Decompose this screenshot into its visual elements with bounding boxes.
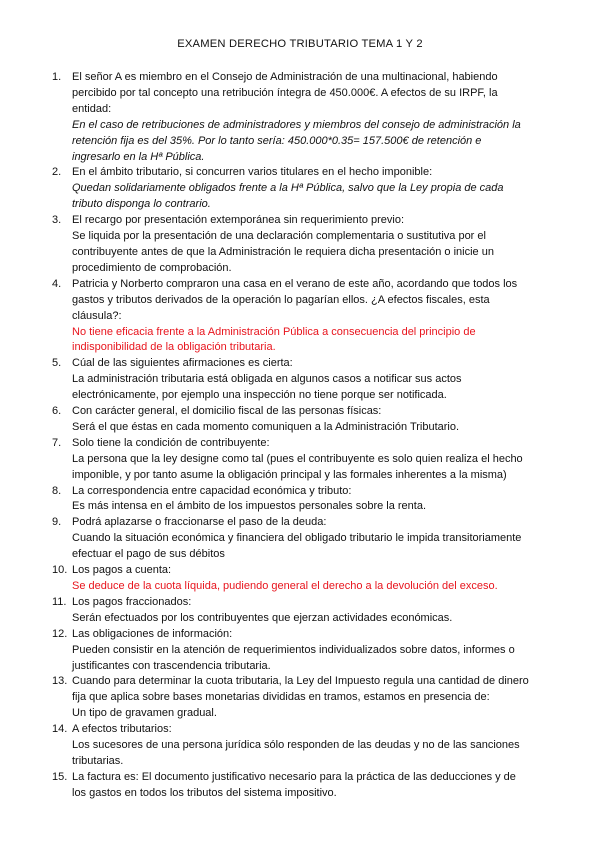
question-text: En el ámbito tributario, si concurren varios titulares en el hecho imponible: xyxy=(72,166,433,179)
question-item xyxy=(52,436,532,484)
question-item xyxy=(52,277,532,357)
question-number: 12. xyxy=(52,627,68,640)
answer-text: Pueden consistir en la atención de requerimientos individualizados sobre datos, informes o justificantes con trascendencia tributaria. xyxy=(72,643,515,672)
answer-text: Quedan solidariamente obligados frente a la Hª Pública, salvo que la Ley propia de cada tributo disponga lo contrario. xyxy=(72,182,504,211)
question-text: Las obligaciones de información: xyxy=(72,627,233,640)
question-text: La factura es: El documento justificativo necesario para la práctica de las deducciones y de los gastos en todos los tributos del sistema impositivo. xyxy=(72,770,516,799)
answer-text: No tiene eficacia frente a la Administración Pública a consecuencia del principio de indisponibilidad de la obligación tributaria. xyxy=(72,325,476,354)
answer-text: La persona que la ley designe como tal (pues el contribuyente es solo quien realiza el hecho imponible, y por tanto asume la obligación principal y las formales inherentes a la misma) xyxy=(72,452,523,481)
answer-text: Los sucesores de una persona jurídica sólo responden de las deudas y no de las sanciones tributarias. xyxy=(72,739,520,767)
answer-text: Se deduce de la cuota líquida, pudiendo general el derecho a la devolución del exceso. xyxy=(72,580,498,592)
question-item xyxy=(52,165,532,213)
question-number: 14. xyxy=(52,723,68,736)
question-text: Solo tiene la condición de contribuyente: xyxy=(72,436,270,449)
question-item xyxy=(52,627,532,675)
question-number: 2. xyxy=(52,166,62,179)
question-item xyxy=(52,213,532,277)
question-text: Los pagos fraccionados: xyxy=(72,595,192,608)
question-number: 4. xyxy=(52,277,62,290)
question-number: 13. xyxy=(52,675,68,688)
question-item xyxy=(52,674,532,722)
document-title: EXAMEN DERECHO TRIBUTARIO TEMA 1 Y 2 xyxy=(177,38,423,50)
question-text: Cúal de las siguientes afirmaciones es cierta: xyxy=(72,357,293,370)
question-text: Patricia y Norberto compraron una casa en el verano de este año, acordando que todos los gastos y tributos derivados de la operación lo pagarían ellos. ¿A efectos fiscales, esta cláusula?: xyxy=(72,277,518,322)
question-item xyxy=(52,484,532,516)
question-item xyxy=(52,595,532,627)
question-number: 10. xyxy=(52,564,68,577)
question-text: El recargo por presentación extemporánea sin requerimiento previo: xyxy=(72,214,405,227)
question-item xyxy=(52,70,532,165)
question-item xyxy=(52,356,532,404)
question-number: 7. xyxy=(52,436,62,449)
question-text: Con carácter general, el domicilio fiscal de las personas físicas: xyxy=(72,405,382,418)
answer-text: Es más intensa en el ámbito de los impuestos personales sobre la renta. xyxy=(72,500,427,513)
answer-text: Será el que éstas en cada momento comuniquen a la Administración Tributario. xyxy=(72,420,460,433)
question-text: A efectos tributarios: xyxy=(72,723,172,736)
question-number: 3. xyxy=(52,214,62,227)
question-text: El señor A es miembro en el Consejo de Administración de una multinacional, habiendo percibido por tal concepto una retribución íntegra de 450.000€. A efectos de su IRPF, la entidad: xyxy=(72,71,498,115)
answer-text: Serán efectuados por los contribuyentes que ejerzan actividades económicas. xyxy=(72,611,453,624)
question-number: 5. xyxy=(52,357,62,370)
question-text: La correspondencia entre capacidad económica y tributo: xyxy=(72,484,352,497)
question-number: 8. xyxy=(52,484,62,497)
question-text: Cuando para determinar la cuota tributaria, la Ley del Impuesto regula una cantidad de dinero fija que aplica sobre bases monetarias divididas en tramos, estamos en presencia de: xyxy=(72,675,529,704)
question-item xyxy=(52,770,532,802)
answer-text: Se liquida por la presentación de una declaración complementaria o sustitutiva por el contribuyente antes de que la Administración le requiera dicha presentación o inicie un procedimiento de comprobación. xyxy=(72,230,494,274)
question-number: 6. xyxy=(52,405,62,418)
answer-text: En el caso de retribuciones de administradores y miembros del consejo de administración la retención fija es del 35%. Por lo tanto sería: 450.000*0.35= 157.500€ de retención e ingresarlo en la Hª Pública. xyxy=(72,118,521,163)
question-number: 11. xyxy=(52,595,67,608)
answer-text: Un tipo de gravamen gradual. xyxy=(72,707,217,720)
question-item xyxy=(52,563,532,595)
question-text: Podrá aplazarse o fraccionarse el paso de la deuda: xyxy=(72,516,327,529)
question-item xyxy=(52,404,532,436)
question-number: 15. xyxy=(52,770,68,783)
question-list xyxy=(52,70,532,802)
question-number: 9. xyxy=(52,516,62,529)
question-item xyxy=(52,515,532,563)
answer-text: La administración tributaria está obligada en algunos casos a notificar sus actos electrónicamente, por ejemplo una inspección no tiene porque ser notificada. xyxy=(72,373,462,402)
question-item xyxy=(52,722,532,770)
question-number: 1. xyxy=(52,71,62,83)
answer-text: Cuando la situación económica y financiera del obligado tributario le impida transitoriamente efectuar el pago de sus débitos xyxy=(72,532,522,561)
question-text: Los pagos a cuenta: xyxy=(72,564,172,577)
